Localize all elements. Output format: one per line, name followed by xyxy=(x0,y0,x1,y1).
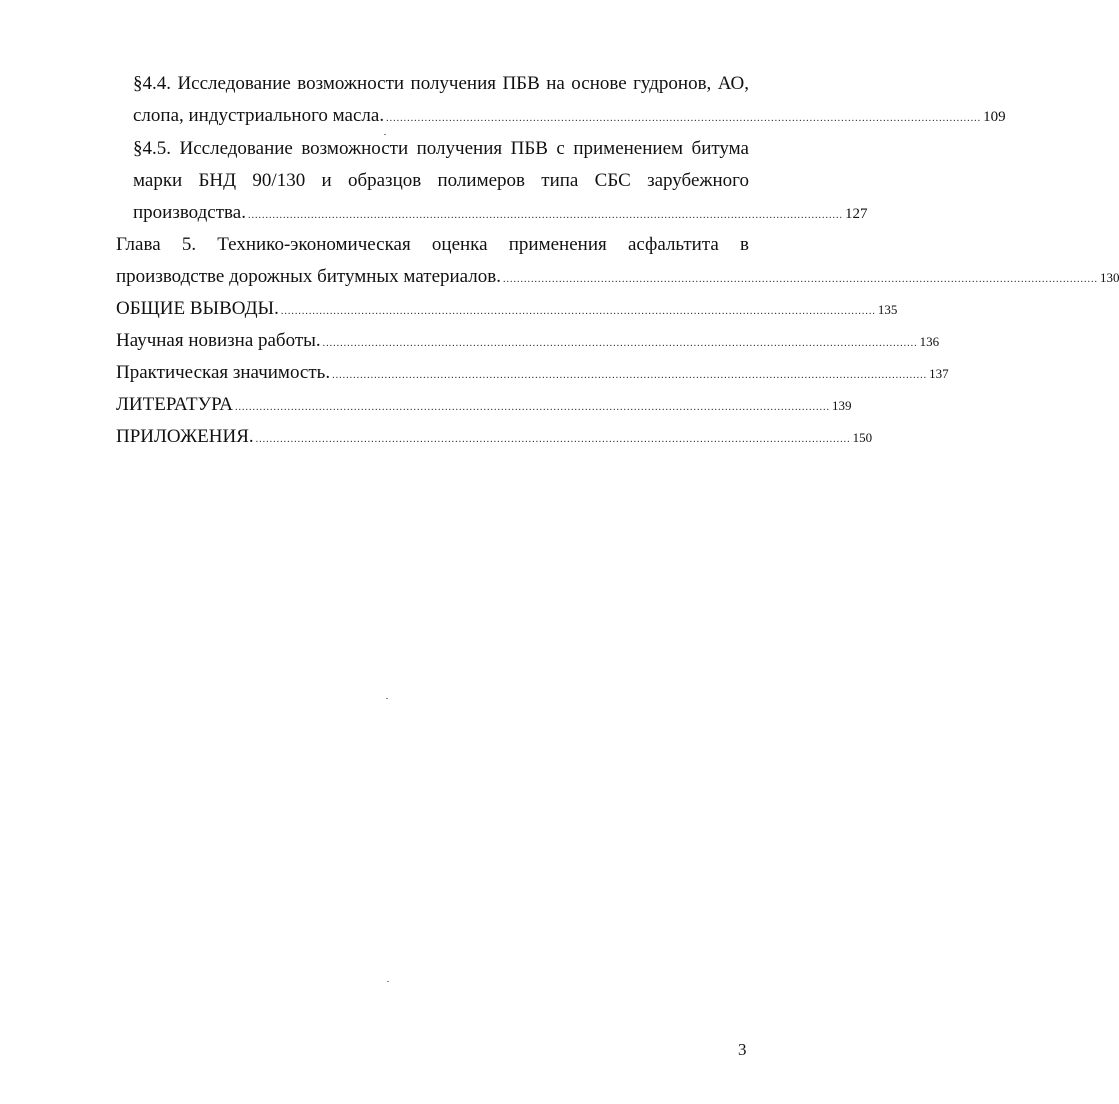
dot-leader: .......................................................................................................................................................................... xyxy=(280,306,876,317)
toc-entry-novelty xyxy=(116,325,940,357)
toc-entry-text: ЛИТЕРАТУРА xyxy=(116,394,233,415)
toc-entry-leader-line xyxy=(116,293,898,325)
toc-entry-leader-line xyxy=(116,325,940,357)
toc-entry-leader-line xyxy=(133,197,868,229)
toc-entry-text: слопа, индустриального масла. xyxy=(133,105,385,126)
toc-page-number: 130 xyxy=(1099,270,1119,285)
toc-entry-section-4-4 xyxy=(133,68,1006,132)
toc-page-number: 136 xyxy=(919,334,940,349)
toc-page-number: 109 xyxy=(983,109,1006,125)
dot-leader: .......................................................................................................................................................................... xyxy=(502,274,1098,285)
toc-entry-significance xyxy=(116,357,949,389)
toc-entry-literature xyxy=(116,389,852,421)
toc-page-number: 135 xyxy=(877,302,898,317)
dot-leader: .......................................................................................................................................................................... xyxy=(255,434,851,445)
toc-entry-leader-line xyxy=(116,261,1119,293)
toc-entry-text: производства. xyxy=(133,202,246,223)
toc-entry-appendices xyxy=(116,421,873,453)
toc-entry-leader-line xyxy=(133,100,1006,132)
scan-speck xyxy=(386,698,388,699)
toc-entry-text: ОБЩИЕ ВЫВОДЫ. xyxy=(116,298,279,319)
toc-entry-leader-line xyxy=(116,357,949,389)
toc-page-number: 137 xyxy=(929,366,949,381)
toc-entry-leader-line xyxy=(116,421,873,453)
dot-leader: .......................................................................................................................................................................... xyxy=(322,338,918,349)
toc-entry-text: Научная новизна работы. xyxy=(116,330,321,351)
toc-entry-text: ПРИЛОЖЕНИЯ. xyxy=(116,426,254,447)
dot-leader: .......................................................................................................................................................................... xyxy=(234,402,830,413)
toc-entry-text-line: §4.5. Исследование возможности получения ПБВ с применением битума xyxy=(133,138,749,159)
toc-page-number: 127 xyxy=(844,206,868,222)
toc-entry-chapter-5 xyxy=(116,229,1119,293)
toc-entry-text-line: марки БНД 90/130 и образцов полимеров типа СБС зарубежного xyxy=(133,170,749,191)
toc-page-number: 150 xyxy=(852,430,873,445)
toc-page-number: 139 xyxy=(831,398,852,413)
toc-entry-text-line: §4.4. Исследование возможности получения ПБВ на основе гудронов, АО, xyxy=(133,73,749,94)
toc-entry-text: Практическая значимость. xyxy=(116,362,331,383)
toc-entry-section-4-5 xyxy=(133,133,868,229)
page-number: 3 xyxy=(738,1040,747,1059)
dot-leader: .......................................................................................................................................................................... xyxy=(332,370,928,381)
dot-leader: .......................................................................................................................................................................... xyxy=(247,210,843,221)
toc-entry-conclusions xyxy=(116,293,898,325)
dot-leader: .......................................................................................................................................................................... xyxy=(386,113,982,124)
toc-entry-text: производстве дорожных битумных материалов. xyxy=(116,266,501,287)
scan-speck xyxy=(387,981,389,982)
toc-entry-text-line: Глава 5. Технико-экономическая оценка применения асфальтита в xyxy=(116,234,749,255)
toc-entry-leader-line xyxy=(116,389,852,421)
scan-speck xyxy=(384,134,386,135)
